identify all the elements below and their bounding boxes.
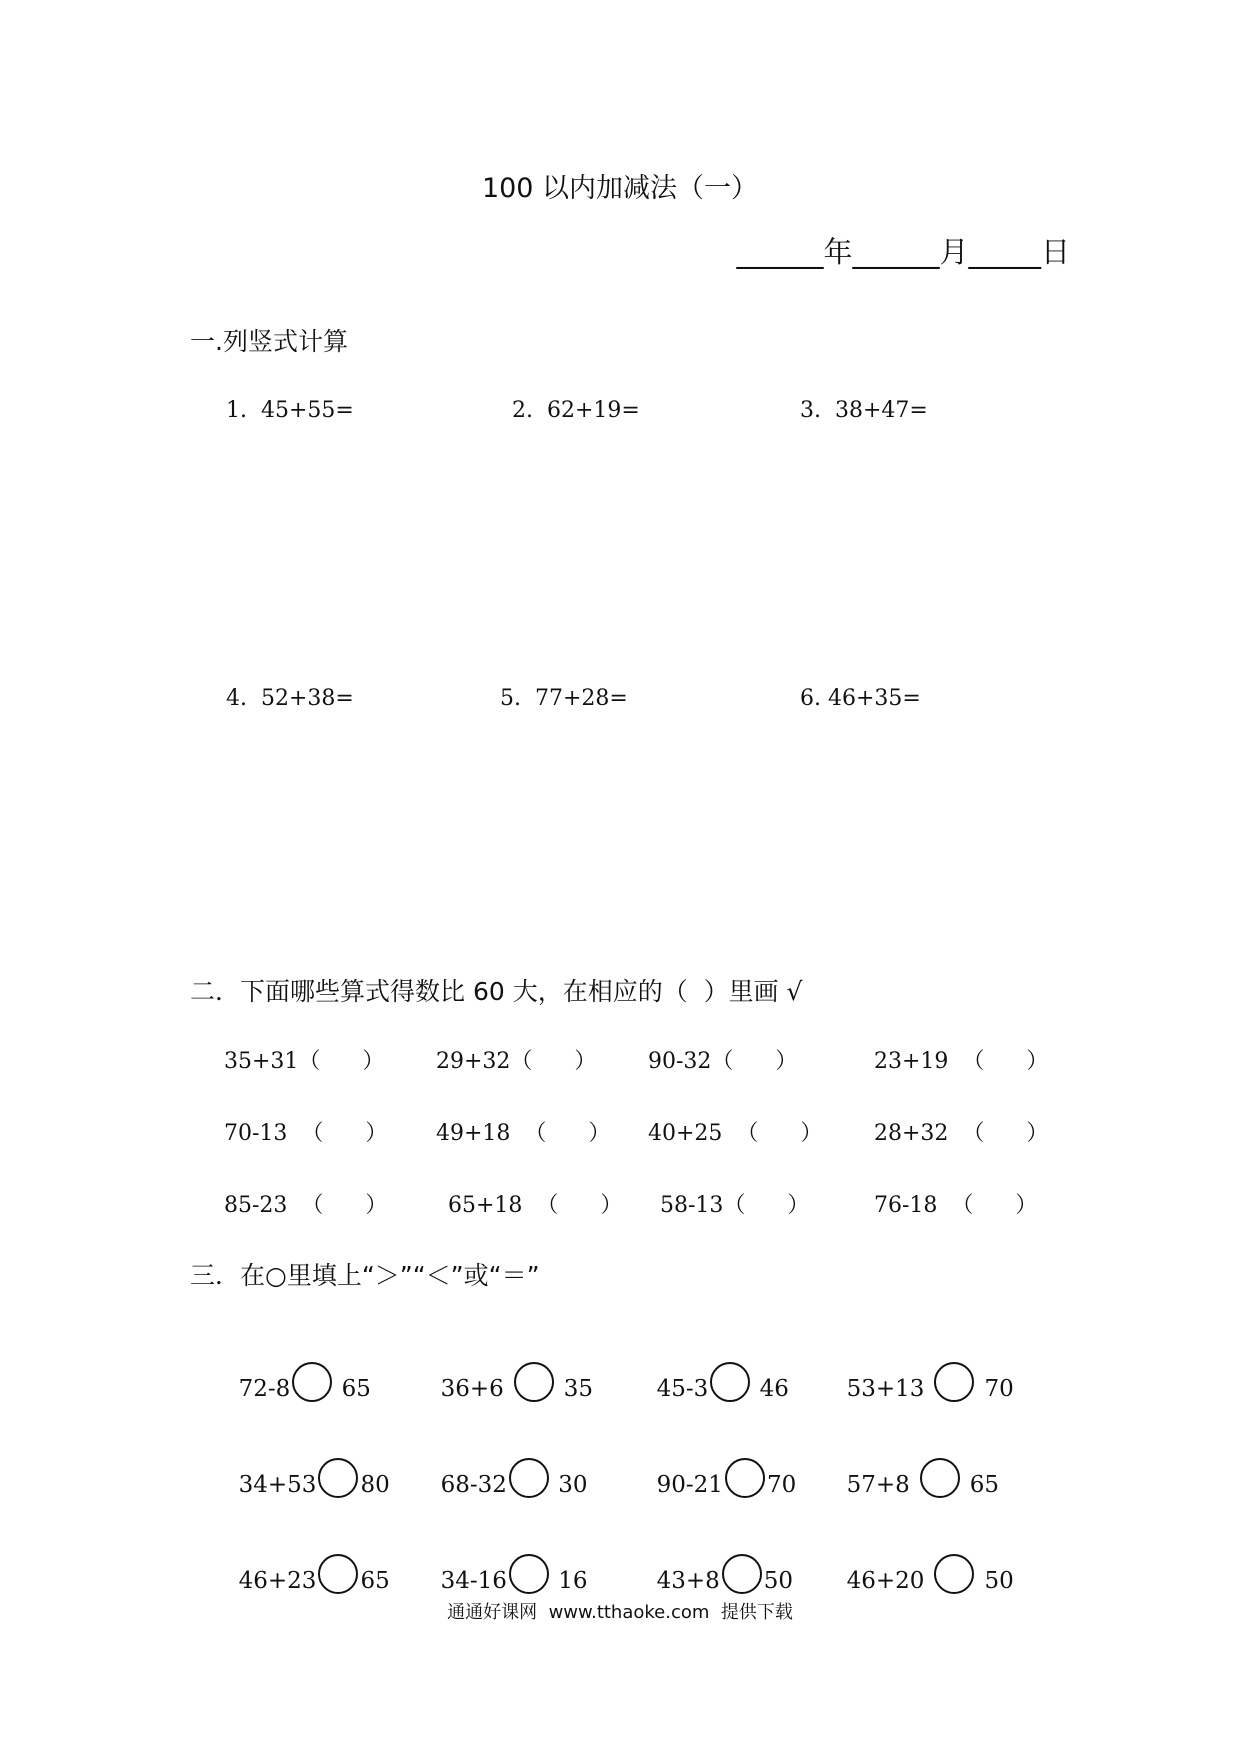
comparison-item (832, 1432, 1000, 1498)
problem-6: 6. 46+35= (800, 686, 921, 711)
expression-right: 65 (969, 1472, 1000, 1498)
comparison-item (224, 1336, 371, 1402)
answer-circle[interactable] (710, 1362, 750, 1402)
list-item: 70-13 （ ） (224, 1121, 388, 1146)
comparison-item (426, 1528, 588, 1594)
comparison-item (642, 1336, 789, 1402)
expression-right: 80 (360, 1472, 390, 1498)
footer-credit: 通通好课网 www.tthaoke.com 提供下载 (447, 1602, 793, 1623)
expression-left: 36+6 (440, 1376, 504, 1402)
page-title: 100 以内加减法（一） (481, 173, 759, 204)
comparison-item (426, 1432, 588, 1498)
list-item: 29+32（ ） (436, 1049, 597, 1074)
list-item: 28+32 （ ） (874, 1121, 1049, 1146)
list-item: 76-18 （ ） (874, 1193, 1038, 1218)
section2-heading: 二．下面哪些算式得数比 60 大，在相应的（ ）里画 √ (190, 977, 803, 1006)
answer-circle[interactable] (509, 1554, 549, 1594)
comparison-item (832, 1528, 1014, 1594)
expression-left: 90-21 (656, 1472, 723, 1498)
expression-right: 70 (766, 1472, 797, 1498)
list-item: 40+25 （ ） (648, 1121, 823, 1146)
list-item: 58-13（ ） (660, 1193, 810, 1218)
expression-left: 43+8 (656, 1568, 720, 1594)
section3-heading: 三．在○里填上“＞”“＜”或“＝” (190, 1261, 540, 1290)
expression-left: 57+8 (846, 1472, 910, 1498)
answer-circle[interactable] (725, 1458, 765, 1498)
problem-3: 3. 38+47= (800, 398, 928, 423)
comparison-item (224, 1528, 390, 1594)
expression-right: 35 (563, 1376, 594, 1402)
expression-right: 65 (341, 1376, 371, 1402)
expression-left: 34+53 (238, 1472, 317, 1498)
expression-left: 72-8 (238, 1376, 291, 1402)
answer-circle[interactable] (292, 1362, 332, 1402)
answer-circle[interactable] (509, 1458, 549, 1498)
expression-left: 45-3 (656, 1376, 709, 1402)
answer-circle[interactable] (920, 1458, 960, 1498)
answer-circle[interactable] (514, 1362, 554, 1402)
answer-circle[interactable] (722, 1554, 762, 1594)
list-item: 65+18 （ ） (448, 1193, 623, 1218)
comparison-item (224, 1432, 390, 1498)
comparison-item (832, 1336, 1014, 1402)
problem-1: 1. 45+55= (226, 398, 354, 423)
expression-right: 65 (360, 1568, 390, 1594)
problem-2: 2. 62+19= (512, 398, 640, 423)
answer-circle[interactable] (318, 1458, 358, 1498)
expression-left: 68-32 (440, 1472, 507, 1498)
list-item: 49+18 （ ） (436, 1121, 611, 1146)
comparison-item (642, 1432, 797, 1498)
problem-4: 4. 52+38= (226, 686, 354, 711)
expression-right: 16 (558, 1568, 588, 1594)
expression-left: 34-16 (440, 1568, 507, 1594)
list-item: 35+31（ ） (224, 1049, 385, 1074)
answer-circle[interactable] (934, 1362, 974, 1402)
expression-right: 30 (558, 1472, 588, 1498)
list-item: 90-32（ ） (648, 1049, 798, 1074)
problem-5: 5. 77+28= (500, 686, 628, 711)
expression-left: 53+13 (846, 1376, 925, 1402)
answer-circle[interactable] (318, 1554, 358, 1594)
section1-heading: 一.列竖式计算 (190, 327, 348, 356)
list-item: 85-23 （ ） (224, 1193, 388, 1218)
date-line: ______年______月_____日 (736, 235, 1070, 269)
expression-right: 70 (984, 1376, 1014, 1402)
expression-right: 50 (984, 1568, 1014, 1594)
answer-circle[interactable] (934, 1554, 974, 1594)
expression-left: 46+20 (846, 1568, 925, 1594)
list-item: 23+19 （ ） (874, 1049, 1049, 1074)
expression-right: 46 (759, 1376, 789, 1402)
comparison-item (426, 1336, 594, 1402)
comparison-item (642, 1528, 794, 1594)
expression-right: 50 (763, 1568, 794, 1594)
expression-left: 46+23 (238, 1568, 317, 1594)
